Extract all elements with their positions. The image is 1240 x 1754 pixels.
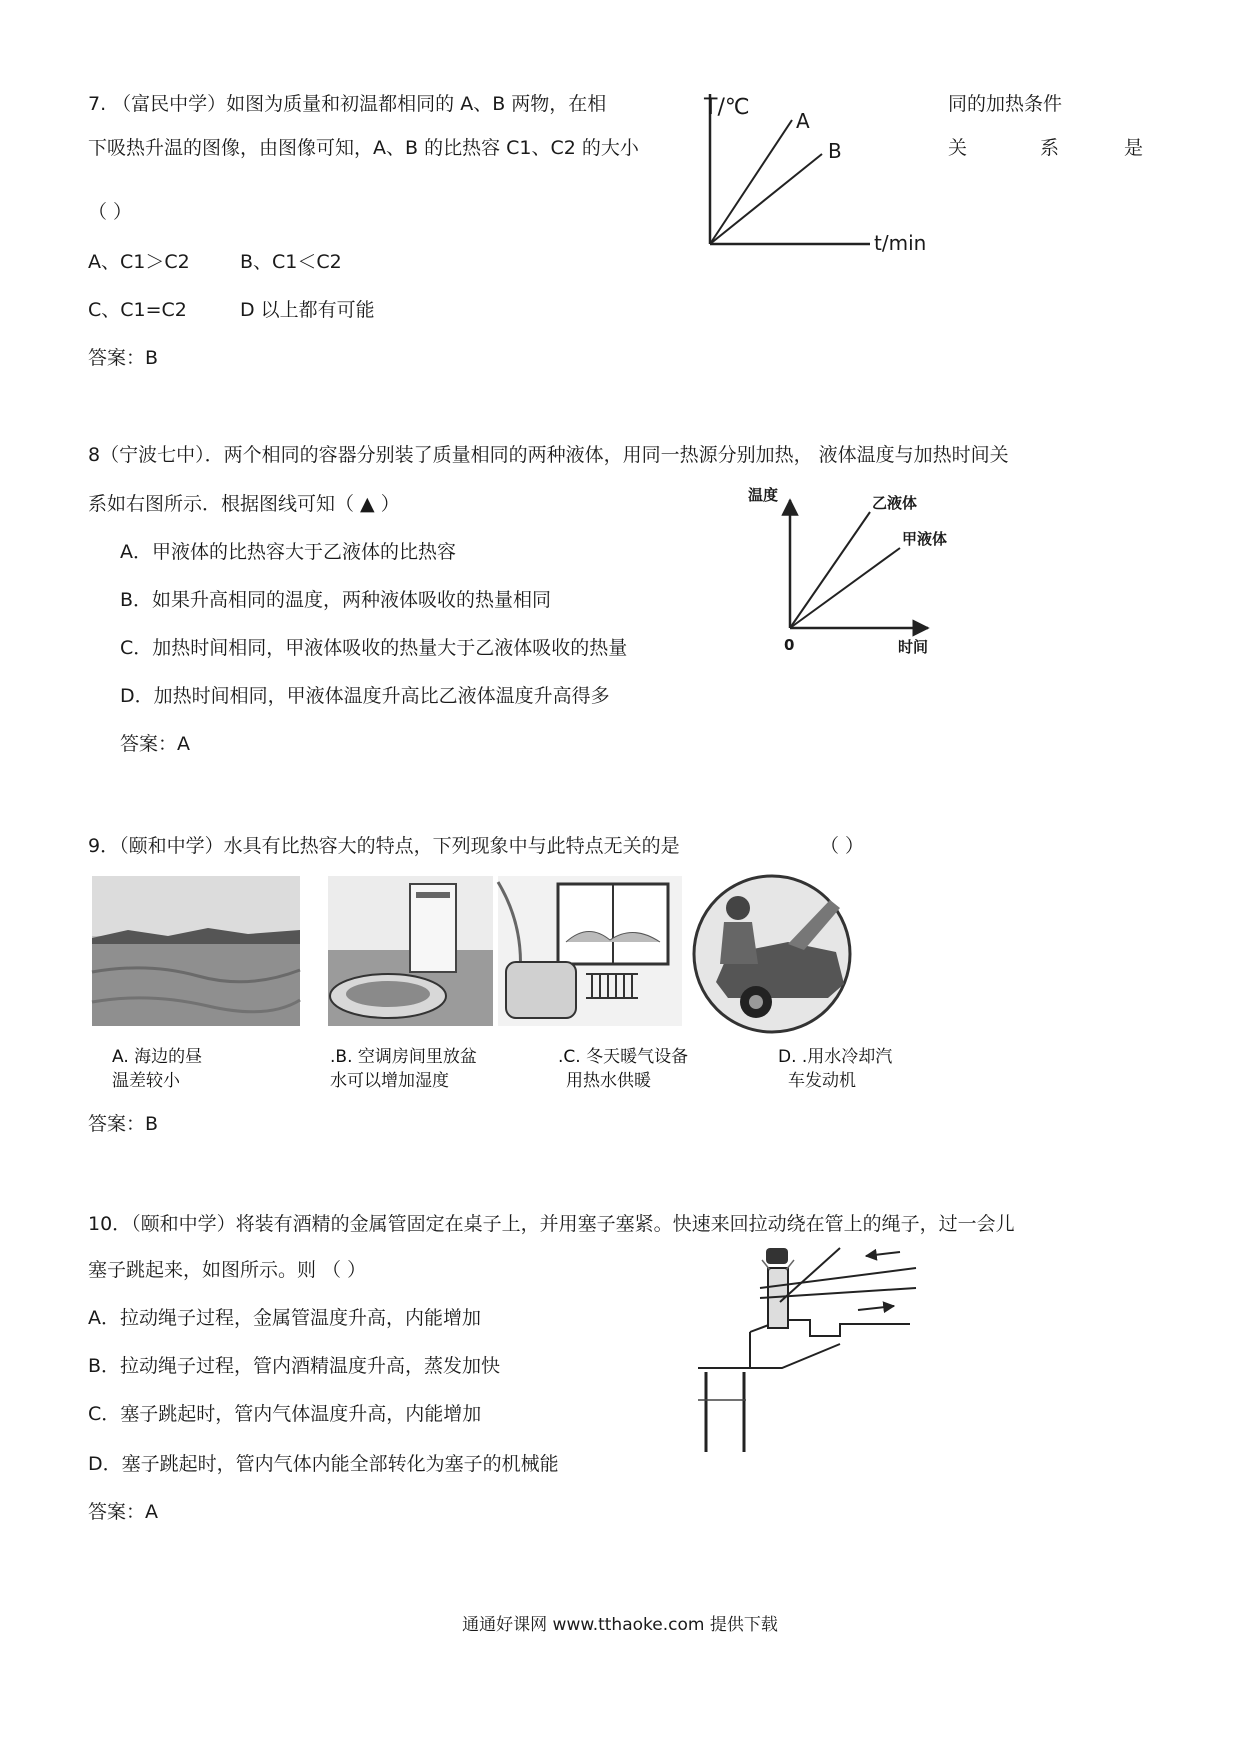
q7-stem-line2: 下吸热升温的图像，由图像可知，A、B 的比热容 C1、C2 的大小	[88, 137, 639, 159]
q9-caption-d-line1: D. .用水冷却汽	[778, 1047, 893, 1067]
q9-photo-air-conditioner-basin	[328, 876, 493, 1026]
q8-option-d: D．加热时间相同，甲液体温度升高比乙液体温度升高得多	[120, 685, 610, 707]
q9-photo-radiator-heating	[498, 876, 682, 1026]
q8-option-a: A．甲液体的比热容大于乙液体的比热容	[120, 541, 456, 563]
q9-photo-car-engine-cooling	[694, 876, 850, 1032]
q7-label-a: A	[796, 109, 810, 133]
q9-caption-d-line2: 车发动机	[788, 1071, 856, 1091]
q7-option-c: C、C1=C2	[88, 299, 187, 321]
q9-answer: 答案：B	[88, 1113, 159, 1135]
q7-line-a	[710, 120, 792, 244]
q7-temperature-time-graph	[698, 88, 938, 258]
q9-caption-b-line1: .B. 空调房间里放盆	[330, 1047, 477, 1067]
q10-stem-line2: 塞子跳起来，如图所示。则 （ ）	[88, 1259, 367, 1281]
q7-stem-word-2: 系	[1040, 137, 1060, 159]
q7-stem-word-3: 是	[1124, 137, 1144, 159]
q7-y-label: T/℃	[704, 95, 750, 120]
q9-stem: 9．（颐和中学）水具有比热容大的特点，下列现象中与此特点无关的是	[88, 835, 680, 857]
q8-stem-line2: 系如右图所示．根据图线可知（ ▲ ）	[88, 493, 400, 515]
q10-option-c: C．塞子跳起时，管内气体温度升高，内能增加	[88, 1403, 482, 1425]
q9-caption-a-line1: A. 海边的昼	[112, 1047, 203, 1067]
q9-photo-strip	[88, 872, 938, 1102]
q9-caption-c-line2: 用热水供暖	[566, 1071, 651, 1091]
q10-answer: 答案：A	[88, 1501, 158, 1523]
q8-option-b: B．如果升高相同的温度，两种液体吸收的热量相同	[120, 589, 552, 611]
q7-x-label: t/min	[874, 231, 927, 255]
q9-caption-b-line2: 水可以增加湿度	[330, 1071, 449, 1091]
q8-line-yi	[790, 512, 870, 628]
q8-option-c: C．加热时间相同，甲液体吸收的热量大于乙液体吸收的热量	[120, 637, 628, 659]
q7-line-b	[710, 154, 822, 244]
q9-blank: （ ）	[820, 835, 865, 857]
q8-y-label: 温度	[748, 486, 779, 504]
q8-origin-label: 0	[784, 636, 795, 654]
q10-option-d: D．塞子跳起时，管内气体内能全部转化为塞子的机械能	[88, 1453, 559, 1475]
page-footer: 通通好课网 www.tthaoke.com 提供下载	[462, 1615, 778, 1635]
q7-stem-word-1: 关	[948, 137, 968, 159]
q8-answer: 答案：A	[120, 733, 190, 755]
q7-stem-line1: 7. （富民中学）如图为质量和初温都相同的 A、B 两物，在相	[88, 93, 607, 115]
q7-stem-line1-right: 同的加热条件	[948, 93, 1063, 115]
q9-caption-a-line2: 温差较小	[112, 1071, 180, 1091]
q8-label-jia: 甲液体	[902, 530, 948, 548]
q7-answer: 答案：B	[88, 347, 159, 369]
q10-option-a: A．拉动绳子过程，金属管温度升高，内能增加	[88, 1307, 481, 1329]
q8-temperature-time-graph	[748, 478, 968, 658]
q9-caption-c-line1: .C. 冬天暖气设备	[558, 1047, 689, 1067]
q8-stem-line1: 8（宁波七中）．两个相同的容器分别装了质量相同的两种液体，用同一热源分别加热， 液体温度与加热时间关	[88, 444, 1009, 466]
q8-label-yi: 乙液体	[872, 494, 918, 512]
q8-line-jia	[790, 548, 900, 628]
q7-option-b: B、C1＜C2	[240, 251, 342, 273]
q8-x-label: 时间	[898, 638, 929, 656]
q9-photo-seaside	[92, 876, 300, 1026]
q10-metal-tube-diagram	[690, 1240, 940, 1460]
q7-label-b: B	[828, 139, 842, 163]
q7-blank: （ ）	[88, 201, 133, 223]
q7-option-a: A、C1＞C2	[88, 251, 190, 273]
q7-option-d: D 以上都有可能	[240, 299, 375, 321]
q10-option-b: B．拉动绳子过程，管内酒精温度升高，蒸发加快	[88, 1355, 501, 1377]
q10-stem-line1: 10．（颐和中学）将装有酒精的金属管固定在桌子上，并用塞子塞紧。快速来回拉动绕在管上的绳子，过一会儿	[88, 1213, 1015, 1235]
